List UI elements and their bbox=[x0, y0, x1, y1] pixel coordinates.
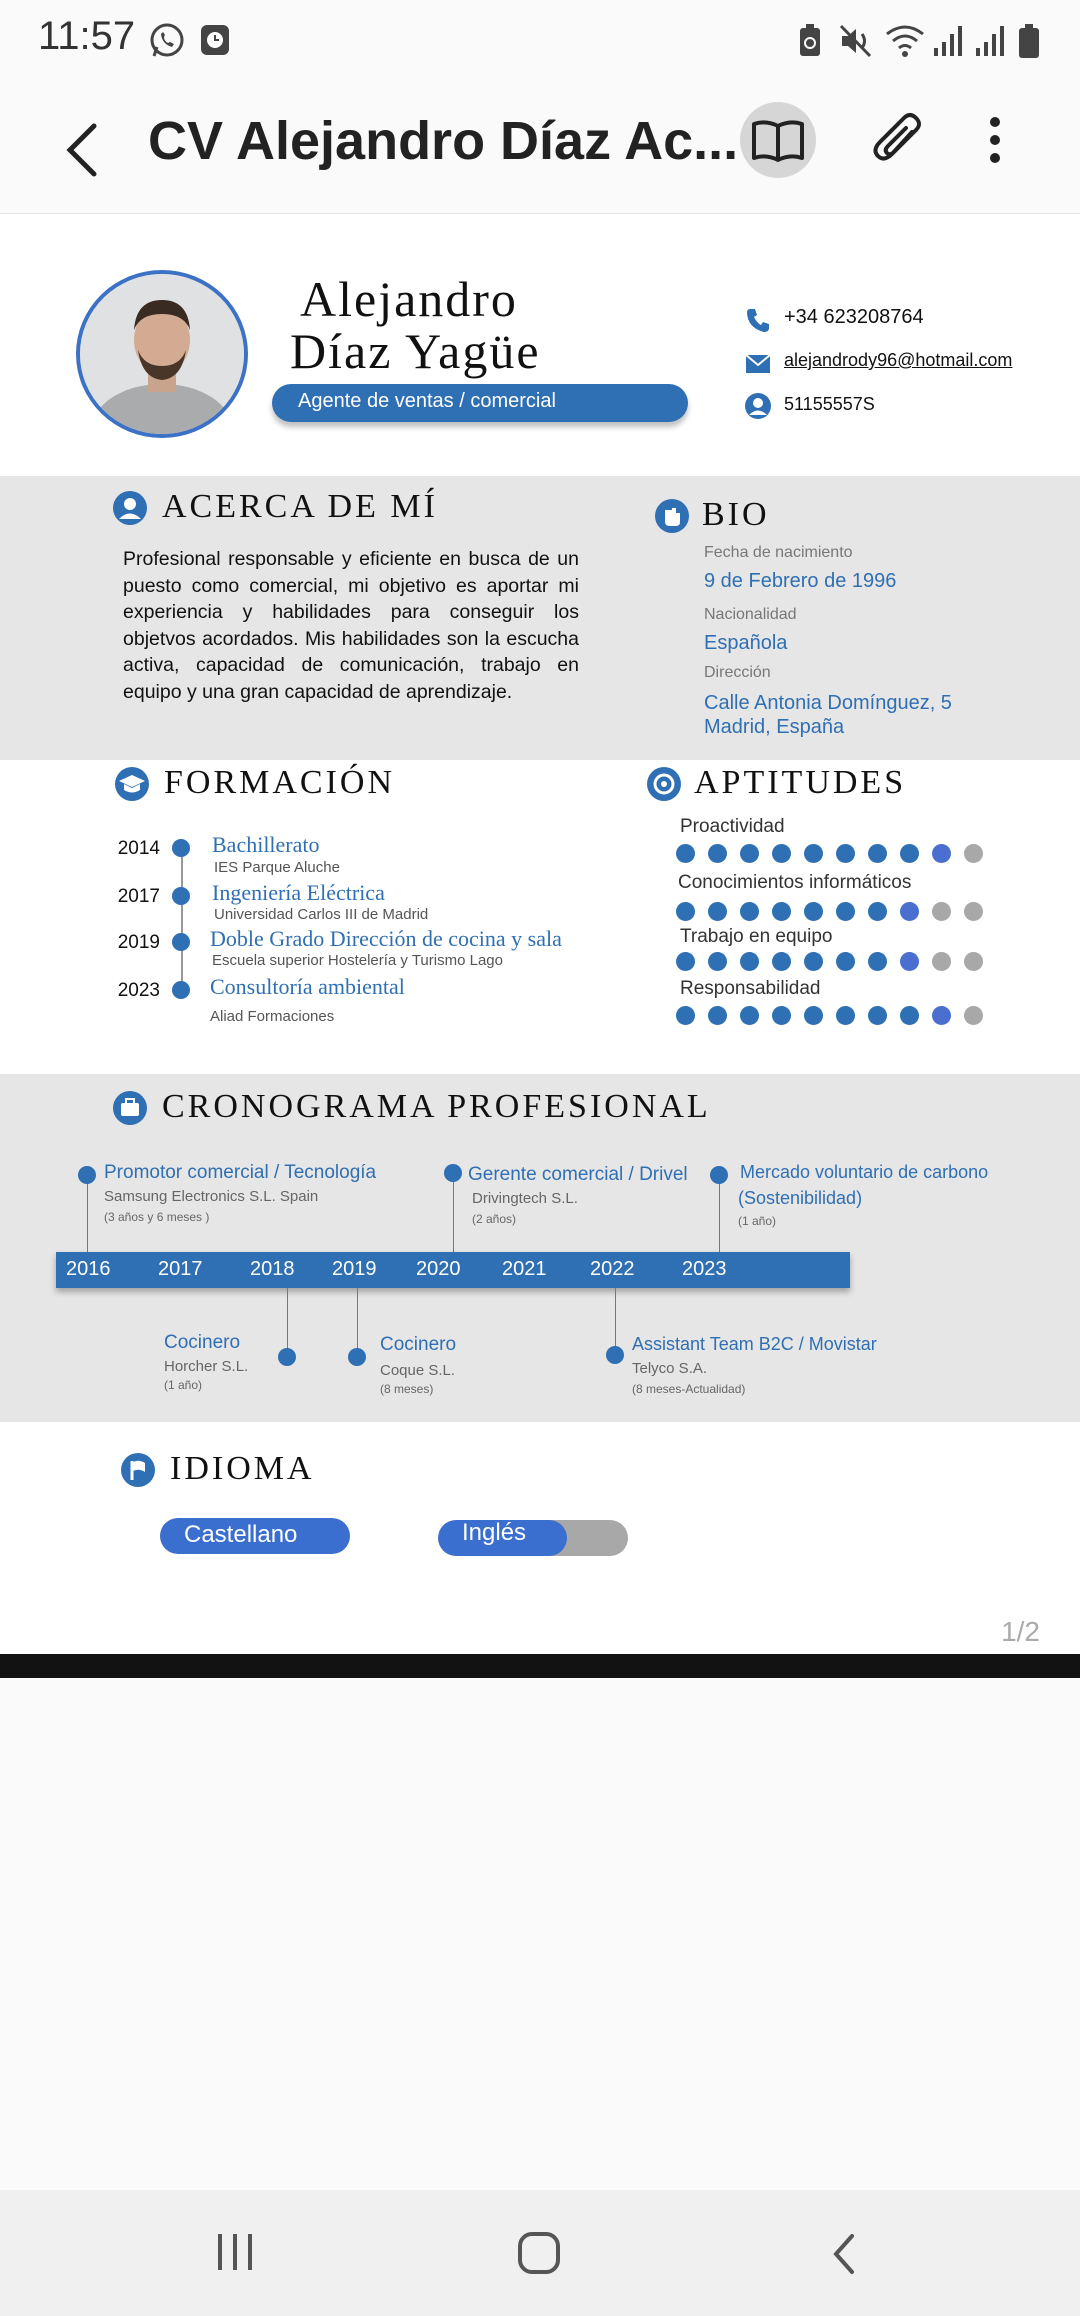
job-title: Gerente comercial / Drivel bbox=[468, 1164, 688, 1185]
edu-year: 2017 bbox=[117, 886, 160, 907]
cv-page[interactable] bbox=[0, 214, 1080, 1654]
skill-dot bbox=[772, 952, 791, 971]
language-name: Inglés bbox=[462, 1519, 527, 1546]
recent-apps-icon[interactable] bbox=[210, 2226, 260, 2276]
timeline-year: 2022 bbox=[590, 1258, 635, 1280]
timeline-year: 2019 bbox=[332, 1258, 377, 1280]
brain-gear-icon bbox=[646, 766, 682, 802]
job-company: Coque S.L. bbox=[380, 1362, 456, 1379]
skill-rating bbox=[676, 1006, 996, 1026]
timeline-dot bbox=[348, 1348, 366, 1366]
edu-year: 2019 bbox=[117, 932, 160, 953]
timeline-year: 2016 bbox=[66, 1258, 111, 1280]
edu-title: Doble Grado Dirección de cocina y sala bbox=[210, 926, 562, 951]
job-title: Mercado voluntario de carbono bbox=[740, 1162, 989, 1182]
skill-name: Responsabilidad bbox=[680, 978, 821, 999]
skill-dot bbox=[932, 844, 951, 863]
skill-dot bbox=[676, 1006, 695, 1025]
edu-title: Ingeniería Eléctrica bbox=[212, 880, 385, 905]
home-icon[interactable] bbox=[512, 2226, 568, 2282]
skill-dot bbox=[836, 1006, 855, 1025]
page-separator bbox=[0, 1654, 1080, 1678]
graduation-cap-icon bbox=[114, 766, 150, 802]
name-first: Alejandro bbox=[300, 271, 518, 327]
flag-icon bbox=[120, 1452, 156, 1488]
battery-saver-icon bbox=[796, 22, 824, 60]
timeline-connector bbox=[357, 1288, 358, 1350]
timeline-dot bbox=[710, 1166, 728, 1184]
timeline-dot bbox=[606, 1346, 624, 1364]
name-last: Díaz Yagüe bbox=[290, 323, 541, 379]
skill-dot bbox=[772, 844, 791, 863]
job-duration: (8 meses-Actualidad) bbox=[632, 1382, 746, 1396]
system-nav-bar bbox=[0, 2190, 1080, 2316]
bio-nationality-value: Española bbox=[704, 632, 788, 654]
job-title: Cocinero bbox=[380, 1334, 457, 1355]
education-line bbox=[181, 850, 183, 998]
skill-dot bbox=[964, 902, 983, 921]
timeline-dot bbox=[444, 1164, 462, 1182]
job-company: Samsung Electronics S.L. Spain bbox=[104, 1188, 319, 1205]
job-title: Promotor comercial / Tecnología bbox=[104, 1162, 377, 1183]
skill-name: Proactividad bbox=[680, 816, 785, 837]
timeline-band bbox=[0, 1074, 1080, 1422]
edu-place: Aliad Formaciones bbox=[210, 1008, 335, 1025]
job-company: Drivingtech S.L. bbox=[472, 1190, 578, 1207]
battery-icon bbox=[1016, 22, 1042, 60]
job-company: Horcher S.L. bbox=[164, 1358, 249, 1375]
languages-title: IDIOMA bbox=[170, 1450, 315, 1487]
about-title: ACERCA DE MÍ bbox=[162, 488, 438, 525]
job-title: Assistant Team B2C / Movistar bbox=[632, 1334, 877, 1354]
skill-dot bbox=[932, 902, 951, 921]
timeline-connector bbox=[615, 1288, 616, 1348]
skill-dot bbox=[836, 952, 855, 971]
skill-name: Conocimientos informáticos bbox=[678, 872, 912, 893]
skill-dot bbox=[676, 952, 695, 971]
job-company: Telyco S.A. bbox=[632, 1360, 708, 1377]
mute-icon bbox=[838, 22, 874, 60]
attach-button[interactable] bbox=[860, 102, 936, 178]
skill-dot bbox=[708, 1006, 727, 1025]
user-id-icon bbox=[744, 392, 772, 420]
skill-dot bbox=[900, 1006, 919, 1025]
bio-title: BIO bbox=[702, 496, 770, 533]
timeline-connector bbox=[287, 1288, 288, 1350]
skill-dot bbox=[964, 844, 983, 863]
skill-dot bbox=[740, 1006, 759, 1025]
paperclip-icon bbox=[860, 102, 936, 178]
skill-dot bbox=[804, 952, 823, 971]
back-nav-icon[interactable] bbox=[820, 2226, 870, 2282]
edu-place: IES Parque Aluche bbox=[214, 859, 340, 876]
skill-rating bbox=[676, 902, 996, 922]
timeline-connector bbox=[719, 1174, 720, 1254]
job-title: Cocinero bbox=[164, 1332, 241, 1353]
skill-dot bbox=[740, 952, 759, 971]
skill-dot bbox=[804, 844, 823, 863]
job-title-line2: (Sostenibilidad) bbox=[738, 1188, 863, 1208]
skill-dot bbox=[708, 952, 727, 971]
contact-id: 51155557S bbox=[784, 394, 875, 414]
skill-dot bbox=[804, 902, 823, 921]
job-duration: (1 año) bbox=[164, 1378, 203, 1392]
contact-email[interactable]: alejandrody96@hotmail.com bbox=[784, 350, 1013, 370]
bio-birth-label: Fecha de nacimiento bbox=[704, 544, 853, 561]
whatsapp-icon bbox=[148, 22, 186, 60]
skill-dot bbox=[900, 952, 919, 971]
timeline-year: 2018 bbox=[250, 1258, 295, 1280]
education-title: FORMACIÓN bbox=[164, 764, 396, 801]
job-duration: (1 año) bbox=[738, 1214, 777, 1228]
bio-birth-value: 9 de Febrero de 1996 bbox=[704, 570, 897, 592]
skill-dot bbox=[900, 902, 919, 921]
clock-app-icon bbox=[198, 22, 232, 60]
job-duration: (3 años y 6 meses ) bbox=[104, 1210, 210, 1224]
skill-dot bbox=[868, 1006, 887, 1025]
hand-icon bbox=[654, 498, 690, 534]
edu-dot bbox=[172, 839, 190, 857]
skill-dot bbox=[836, 844, 855, 863]
skill-dot bbox=[868, 902, 887, 921]
back-arrow-icon bbox=[50, 110, 120, 190]
edu-dot bbox=[172, 887, 190, 905]
edu-dot bbox=[172, 933, 190, 951]
skill-dot bbox=[900, 844, 919, 863]
timeline-year: 2017 bbox=[158, 1258, 203, 1280]
skill-dot bbox=[740, 902, 759, 921]
bio-address-label: Dirección bbox=[704, 664, 771, 681]
edu-place: Universidad Carlos III de Madrid bbox=[214, 906, 429, 923]
status-bar bbox=[0, 0, 1080, 80]
skill-dot bbox=[868, 952, 887, 971]
timeline-title: CRONOGRAMA PROFESIONAL bbox=[162, 1088, 711, 1125]
skill-dot bbox=[740, 844, 759, 863]
edu-place: Escuela superior Hostelería y Turismo Lago bbox=[212, 952, 503, 969]
wifi-icon bbox=[884, 22, 926, 60]
timeline-year: 2020 bbox=[416, 1258, 461, 1280]
skill-dot bbox=[676, 844, 695, 863]
reading-mode-button[interactable] bbox=[740, 102, 816, 178]
about-text: Profesional responsable y eficiente en busca de un puesto como comercial, mi objetivo es aportar mi experiencia y habilidades para conseguir los objetvos acordados. Mis habilidades son la escucha activa, capacidad de comunicación, trabajo en equipo y una gran capacidad de aprendizaje. bbox=[123, 548, 579, 703]
more-options-button[interactable] bbox=[965, 102, 1025, 178]
job-duration: (8 meses) bbox=[380, 1382, 434, 1396]
back-button[interactable] bbox=[50, 110, 120, 190]
skill-dot bbox=[708, 844, 727, 863]
edu-dot bbox=[172, 981, 190, 999]
job-duration: (2 años) bbox=[472, 1212, 517, 1226]
signal-icon-2 bbox=[974, 22, 1006, 60]
bio-address-line1: Calle Antonia Domínguez, 5 bbox=[704, 692, 952, 714]
skills-title: APTITUDES bbox=[694, 764, 907, 801]
skill-dot bbox=[676, 902, 695, 921]
skill-rating bbox=[676, 844, 996, 864]
signal-icon-1 bbox=[932, 22, 964, 60]
bio-address-line2: Madrid, España bbox=[704, 716, 845, 738]
timeline-connector bbox=[453, 1172, 454, 1254]
skill-dot bbox=[772, 902, 791, 921]
person-icon bbox=[112, 490, 148, 526]
phone-icon bbox=[744, 306, 772, 334]
app-bar bbox=[0, 80, 1080, 214]
timeline-dot bbox=[78, 1166, 96, 1184]
edu-title: Bachillerato bbox=[212, 832, 320, 857]
timeline-year: 2023 bbox=[682, 1258, 727, 1280]
skill-dot bbox=[836, 902, 855, 921]
page-indicator: 1/2 bbox=[1001, 1616, 1040, 1647]
briefcase-icon bbox=[112, 1090, 148, 1126]
skill-dot bbox=[964, 1006, 983, 1025]
book-icon bbox=[740, 102, 816, 178]
profile-photo bbox=[76, 270, 248, 438]
edu-year: 2014 bbox=[117, 838, 160, 859]
timeline-connector bbox=[87, 1174, 88, 1254]
email-icon bbox=[744, 352, 772, 376]
timeline-year: 2021 bbox=[502, 1258, 547, 1280]
skill-dot bbox=[772, 1006, 791, 1025]
bio-nationality-label: Nacionalidad bbox=[704, 606, 797, 623]
edu-year: 2023 bbox=[117, 980, 160, 1001]
language-name: Castellano bbox=[184, 1521, 298, 1548]
skill-dot bbox=[932, 952, 951, 971]
status-time: 11:57 bbox=[38, 14, 136, 58]
skill-dot bbox=[804, 1006, 823, 1025]
skill-rating bbox=[676, 952, 996, 972]
skill-dot bbox=[932, 1006, 951, 1025]
skill-name: Trabajo en equipo bbox=[680, 926, 833, 947]
role-badge: Agente de ventas / comercial bbox=[272, 384, 688, 422]
skill-dot bbox=[868, 844, 887, 863]
skill-dot bbox=[708, 902, 727, 921]
skill-dot bbox=[964, 952, 983, 971]
document-title: CV Alejandro Díaz Ac... bbox=[148, 111, 739, 171]
edu-title: Consultoría ambiental bbox=[210, 974, 405, 999]
contact-phone: +34 623208764 bbox=[784, 306, 924, 328]
more-vert-icon bbox=[965, 102, 1025, 178]
timeline-dot bbox=[278, 1348, 296, 1366]
